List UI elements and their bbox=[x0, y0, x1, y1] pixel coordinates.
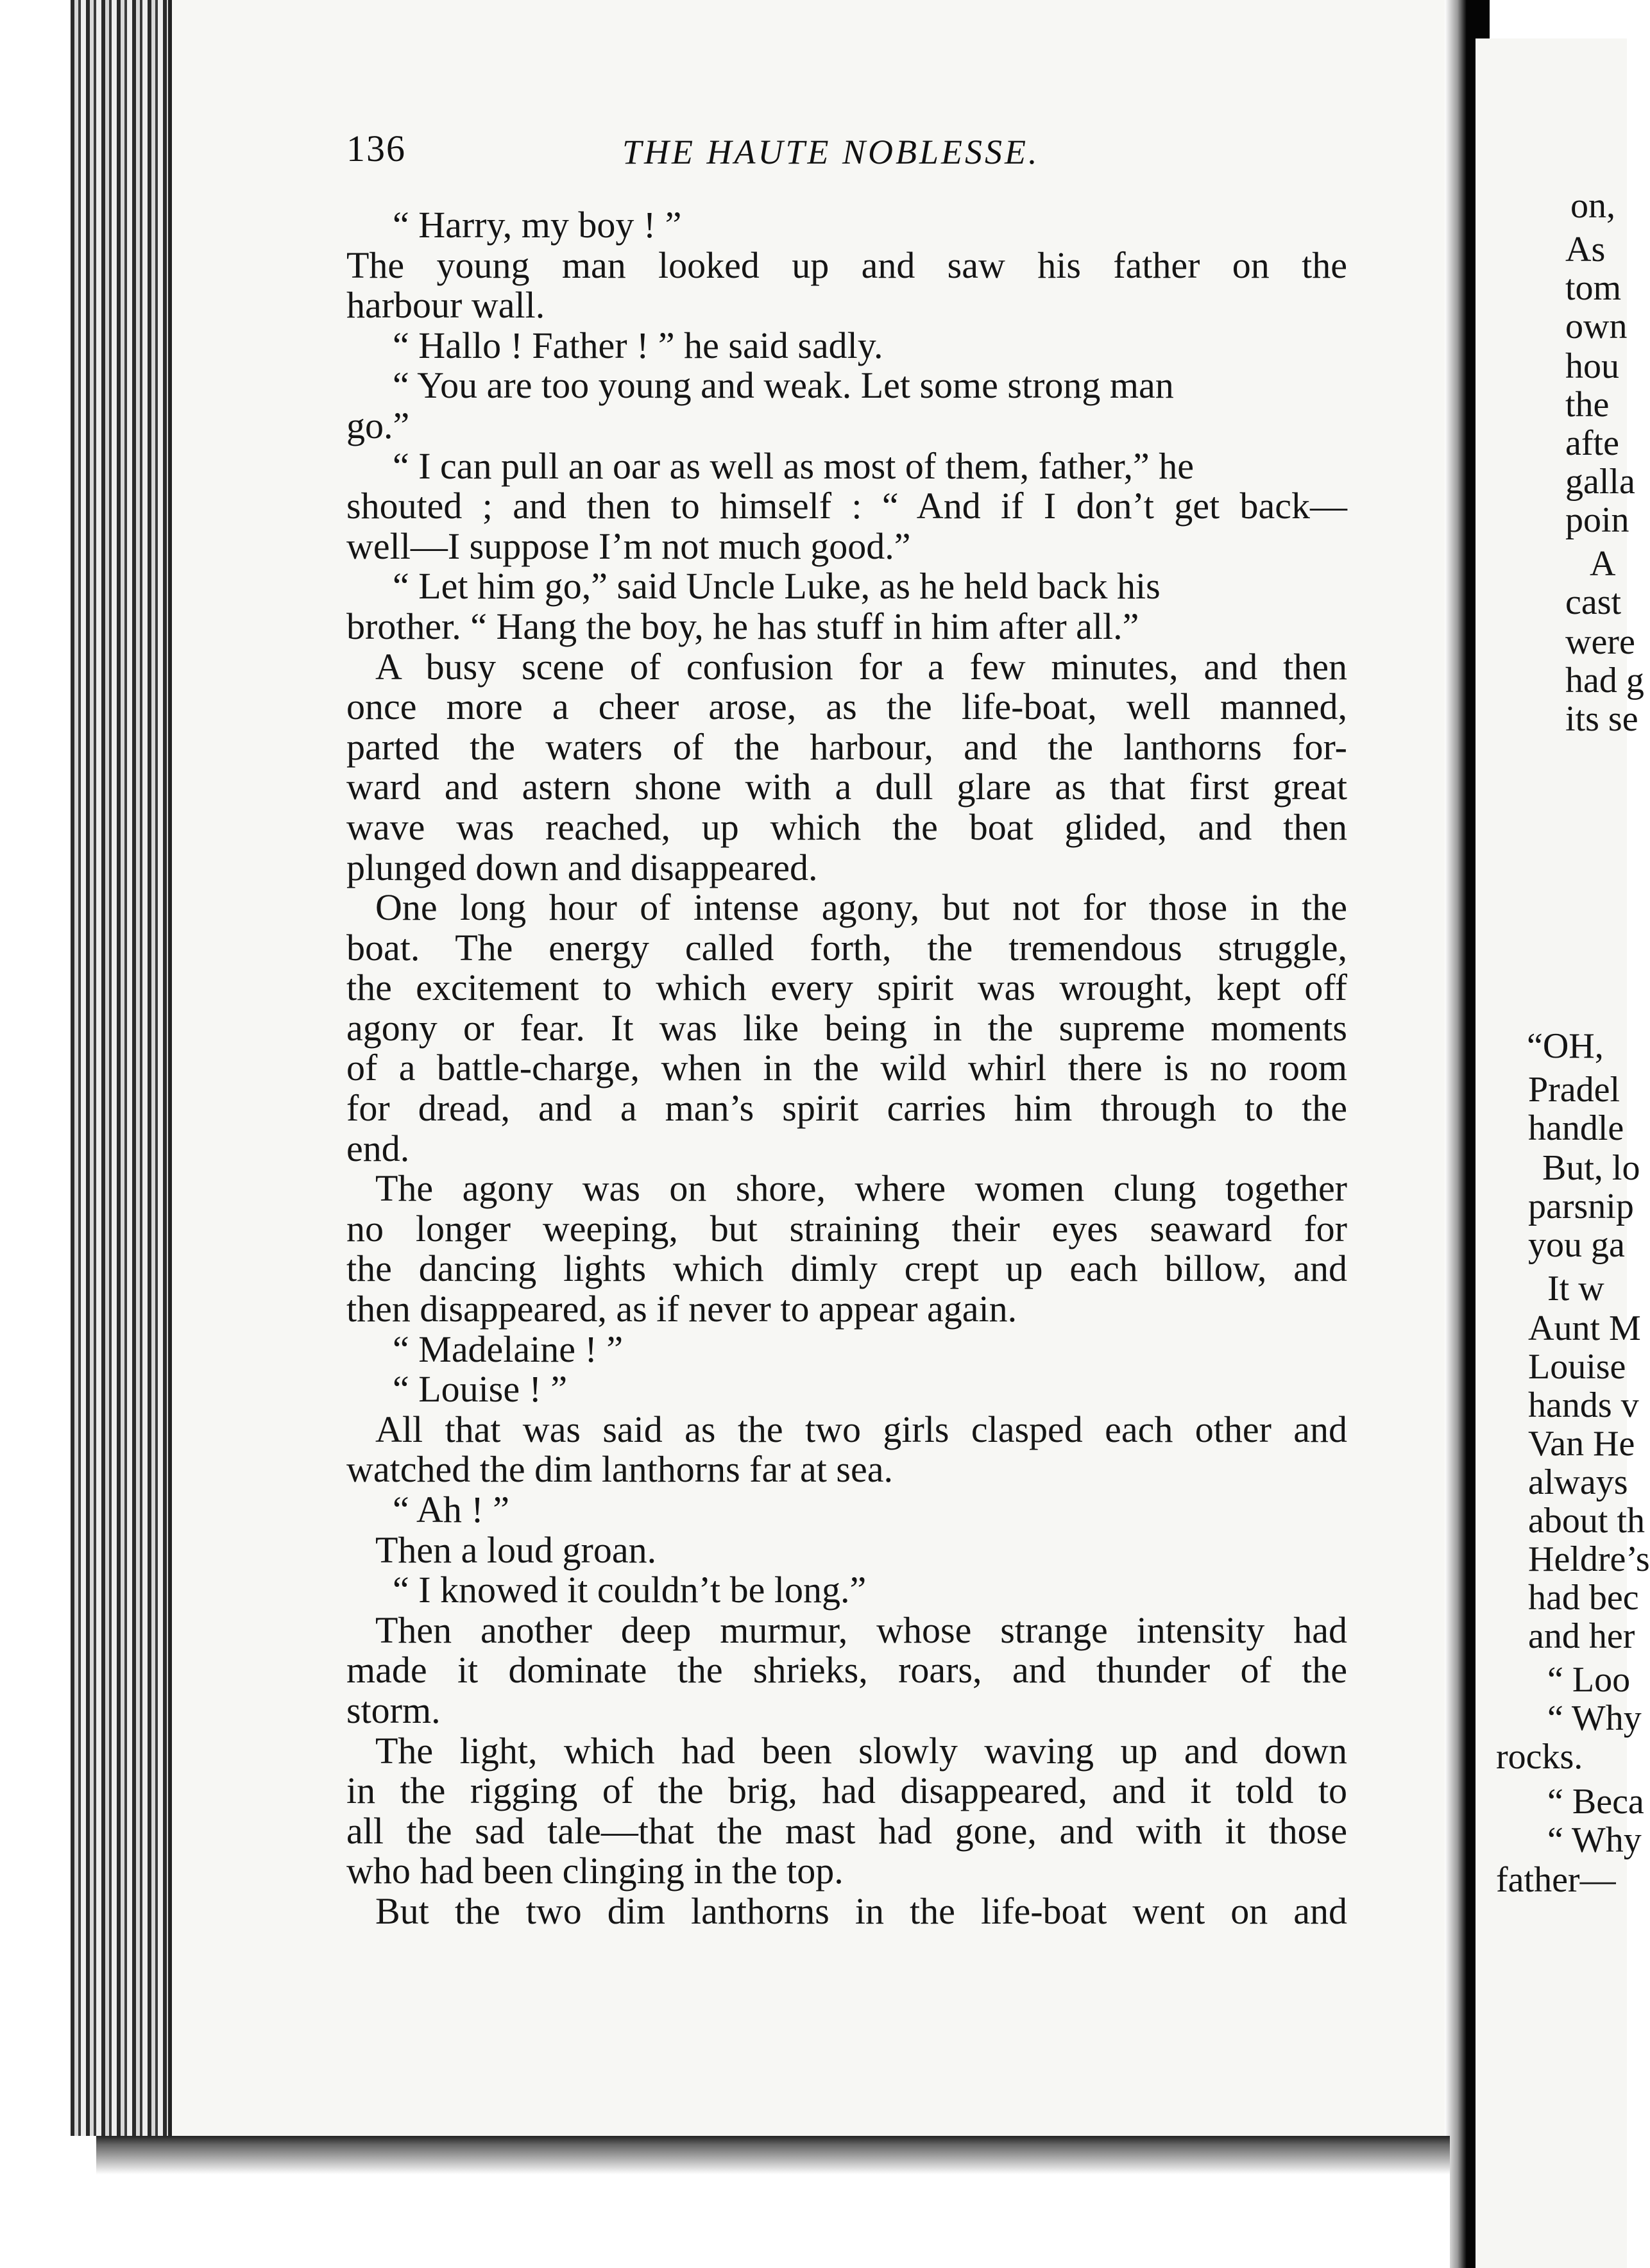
text-line: who had been clinging in the top. bbox=[346, 1850, 844, 1892]
text-line: Then a loud groan. bbox=[375, 1528, 657, 1571]
text-line: brother. “ Hang the boy, he has stuff in him after all.” bbox=[346, 605, 1139, 647]
text-line: “ Let him go,” said Uncle Luke, as he held back his bbox=[393, 565, 1161, 607]
facing-page-line: Pradel bbox=[1528, 1070, 1620, 1110]
text-line: One long hour of intense agony, but not for those in the bbox=[375, 886, 1347, 929]
facing-page-line: parsnip bbox=[1528, 1187, 1634, 1226]
text-line: But the two dim lanthorns in the life-boat went on and bbox=[375, 1890, 1347, 1932]
text-line: wave was reached, up which the boat glided, and then bbox=[346, 806, 1347, 848]
facing-page-line: galla bbox=[1565, 462, 1635, 502]
text-line: shouted ; and then to himself : “ And if I don’t get back— bbox=[346, 485, 1347, 527]
text-line: harbour wall. bbox=[346, 284, 545, 326]
facing-page-line: Louise bbox=[1528, 1347, 1626, 1387]
facing-page-line: its se bbox=[1565, 699, 1638, 739]
facing-page-line: Aunt M bbox=[1528, 1308, 1641, 1348]
facing-page-line: father— bbox=[1496, 1860, 1616, 1900]
text-line: watched the dim lanthorns far at sea. bbox=[346, 1448, 893, 1491]
running-title: THE HAUTE NOBLESSE. bbox=[622, 133, 1040, 171]
text-line: end. bbox=[346, 1127, 410, 1169]
facing-page-line: Van He bbox=[1528, 1424, 1635, 1464]
text-line: A busy scene of confusion for a few minutes, and then bbox=[375, 645, 1347, 688]
text-line: the excitement to which every spirit was wrought, kept off bbox=[346, 967, 1347, 1009]
facing-page-line: hands v bbox=[1528, 1385, 1639, 1425]
facing-page-line: A bbox=[1590, 544, 1616, 584]
text-line: The agony was on shore, where women clung together bbox=[375, 1167, 1347, 1210]
facing-page-line: handle bbox=[1528, 1108, 1624, 1148]
text-line: Then another deep murmur, whose strange intensity had bbox=[375, 1609, 1347, 1651]
body-text bbox=[346, 205, 1347, 1932]
facing-page-line: own bbox=[1565, 307, 1628, 346]
text-line: ward and astern shone with a dull glare as that first great bbox=[346, 766, 1347, 808]
text-line: made it dominate the shrieks, roars, and thunder of the bbox=[346, 1649, 1347, 1691]
facing-page-line: had bec bbox=[1528, 1578, 1639, 1618]
facing-page-line: were bbox=[1565, 622, 1635, 662]
facing-page-line: poin bbox=[1565, 500, 1629, 540]
text-line: “ Louise ! ” bbox=[393, 1368, 568, 1410]
text-line: for dread, and a man’s spirit carries him through to the bbox=[346, 1087, 1347, 1130]
text-line: boat. The energy called forth, the tremendous struggle, bbox=[346, 926, 1347, 969]
text-line: the dancing lights which dimly crept up each billow, and bbox=[346, 1248, 1347, 1290]
running-head bbox=[346, 127, 1103, 185]
text-line: of a battle-charge, when in the wild whirl there is no room bbox=[346, 1047, 1347, 1089]
facing-page-line: Heldre’s bbox=[1528, 1539, 1650, 1579]
book-page-edges bbox=[71, 0, 173, 2136]
text-line: “ Madelaine ! ” bbox=[393, 1328, 624, 1370]
facing-page-line: tom bbox=[1565, 268, 1622, 308]
facing-page-line: always bbox=[1528, 1462, 1628, 1502]
facing-page-line: the bbox=[1565, 385, 1610, 425]
text-line: parted the waters of the harbour, and the lanthorns for- bbox=[346, 725, 1347, 768]
text-line: all the sad tale—that the mast had gone, and with it those bbox=[346, 1809, 1347, 1852]
text-line: The young man looked up and saw his father on the bbox=[346, 244, 1347, 286]
text-line: in the rigging of the brig, had disappeared, and it told to bbox=[346, 1770, 1347, 1812]
facing-page-line: “ Beca bbox=[1547, 1782, 1644, 1822]
facing-page-line: “ Why bbox=[1547, 1820, 1642, 1860]
text-line: once more a cheer arose, as the life-boat, well manned, bbox=[346, 686, 1347, 728]
text-line: The light, which had been slowly waving up and down bbox=[375, 1729, 1347, 1772]
facing-page-line: hou bbox=[1565, 346, 1619, 386]
facing-page-line: It w bbox=[1547, 1269, 1604, 1308]
page-number: 136 bbox=[346, 128, 406, 169]
text-line: then disappeared, as if never to appear again. bbox=[346, 1288, 1017, 1330]
facing-page-line: “OH, bbox=[1527, 1026, 1604, 1066]
text-line: no longer weeping, but straining their eyes seaward for bbox=[346, 1207, 1347, 1249]
facing-page-line: and her bbox=[1528, 1616, 1635, 1656]
page-bottom-shadow bbox=[96, 2136, 1450, 2268]
text-line: storm. bbox=[346, 1689, 441, 1731]
facing-page-line: had g bbox=[1565, 661, 1644, 700]
text-line: plunged down and disappeared. bbox=[346, 846, 818, 888]
text-line: “ Ah ! ” bbox=[393, 1489, 509, 1530]
text-line: “ I knowed it couldn’t be long.” bbox=[393, 1569, 867, 1611]
facing-page-line: As bbox=[1565, 230, 1606, 269]
text-line: “ Hallo ! Father ! ” he said sadly. bbox=[393, 324, 883, 366]
facing-page-line: afte bbox=[1565, 423, 1619, 463]
facing-page-line: “ Why bbox=[1547, 1698, 1642, 1738]
facing-page-line: cast bbox=[1565, 582, 1622, 622]
text-line: go.” bbox=[346, 404, 410, 446]
facing-page-line: rocks. bbox=[1496, 1737, 1583, 1777]
text-line: “ Harry, my boy ! ” bbox=[393, 204, 682, 246]
facing-page-line: about th bbox=[1528, 1501, 1645, 1541]
facing-page-line: But, lo bbox=[1542, 1148, 1640, 1188]
text-line: “ You are too young and weak. Let some strong man bbox=[393, 364, 1174, 407]
text-line: well—I suppose I’m not much good.” bbox=[346, 525, 911, 567]
text-line: All that was said as the two girls clasped each other and bbox=[375, 1408, 1347, 1450]
facing-page-line: you ga bbox=[1528, 1225, 1625, 1265]
text-line: agony or fear. It was like being in the supreme moments bbox=[346, 1006, 1347, 1049]
text-line: “ I can pull an oar as well as most of them, father,” he bbox=[393, 444, 1195, 487]
facing-page-line: on, bbox=[1570, 186, 1615, 226]
facing-page-line: “ Loo bbox=[1547, 1660, 1631, 1700]
